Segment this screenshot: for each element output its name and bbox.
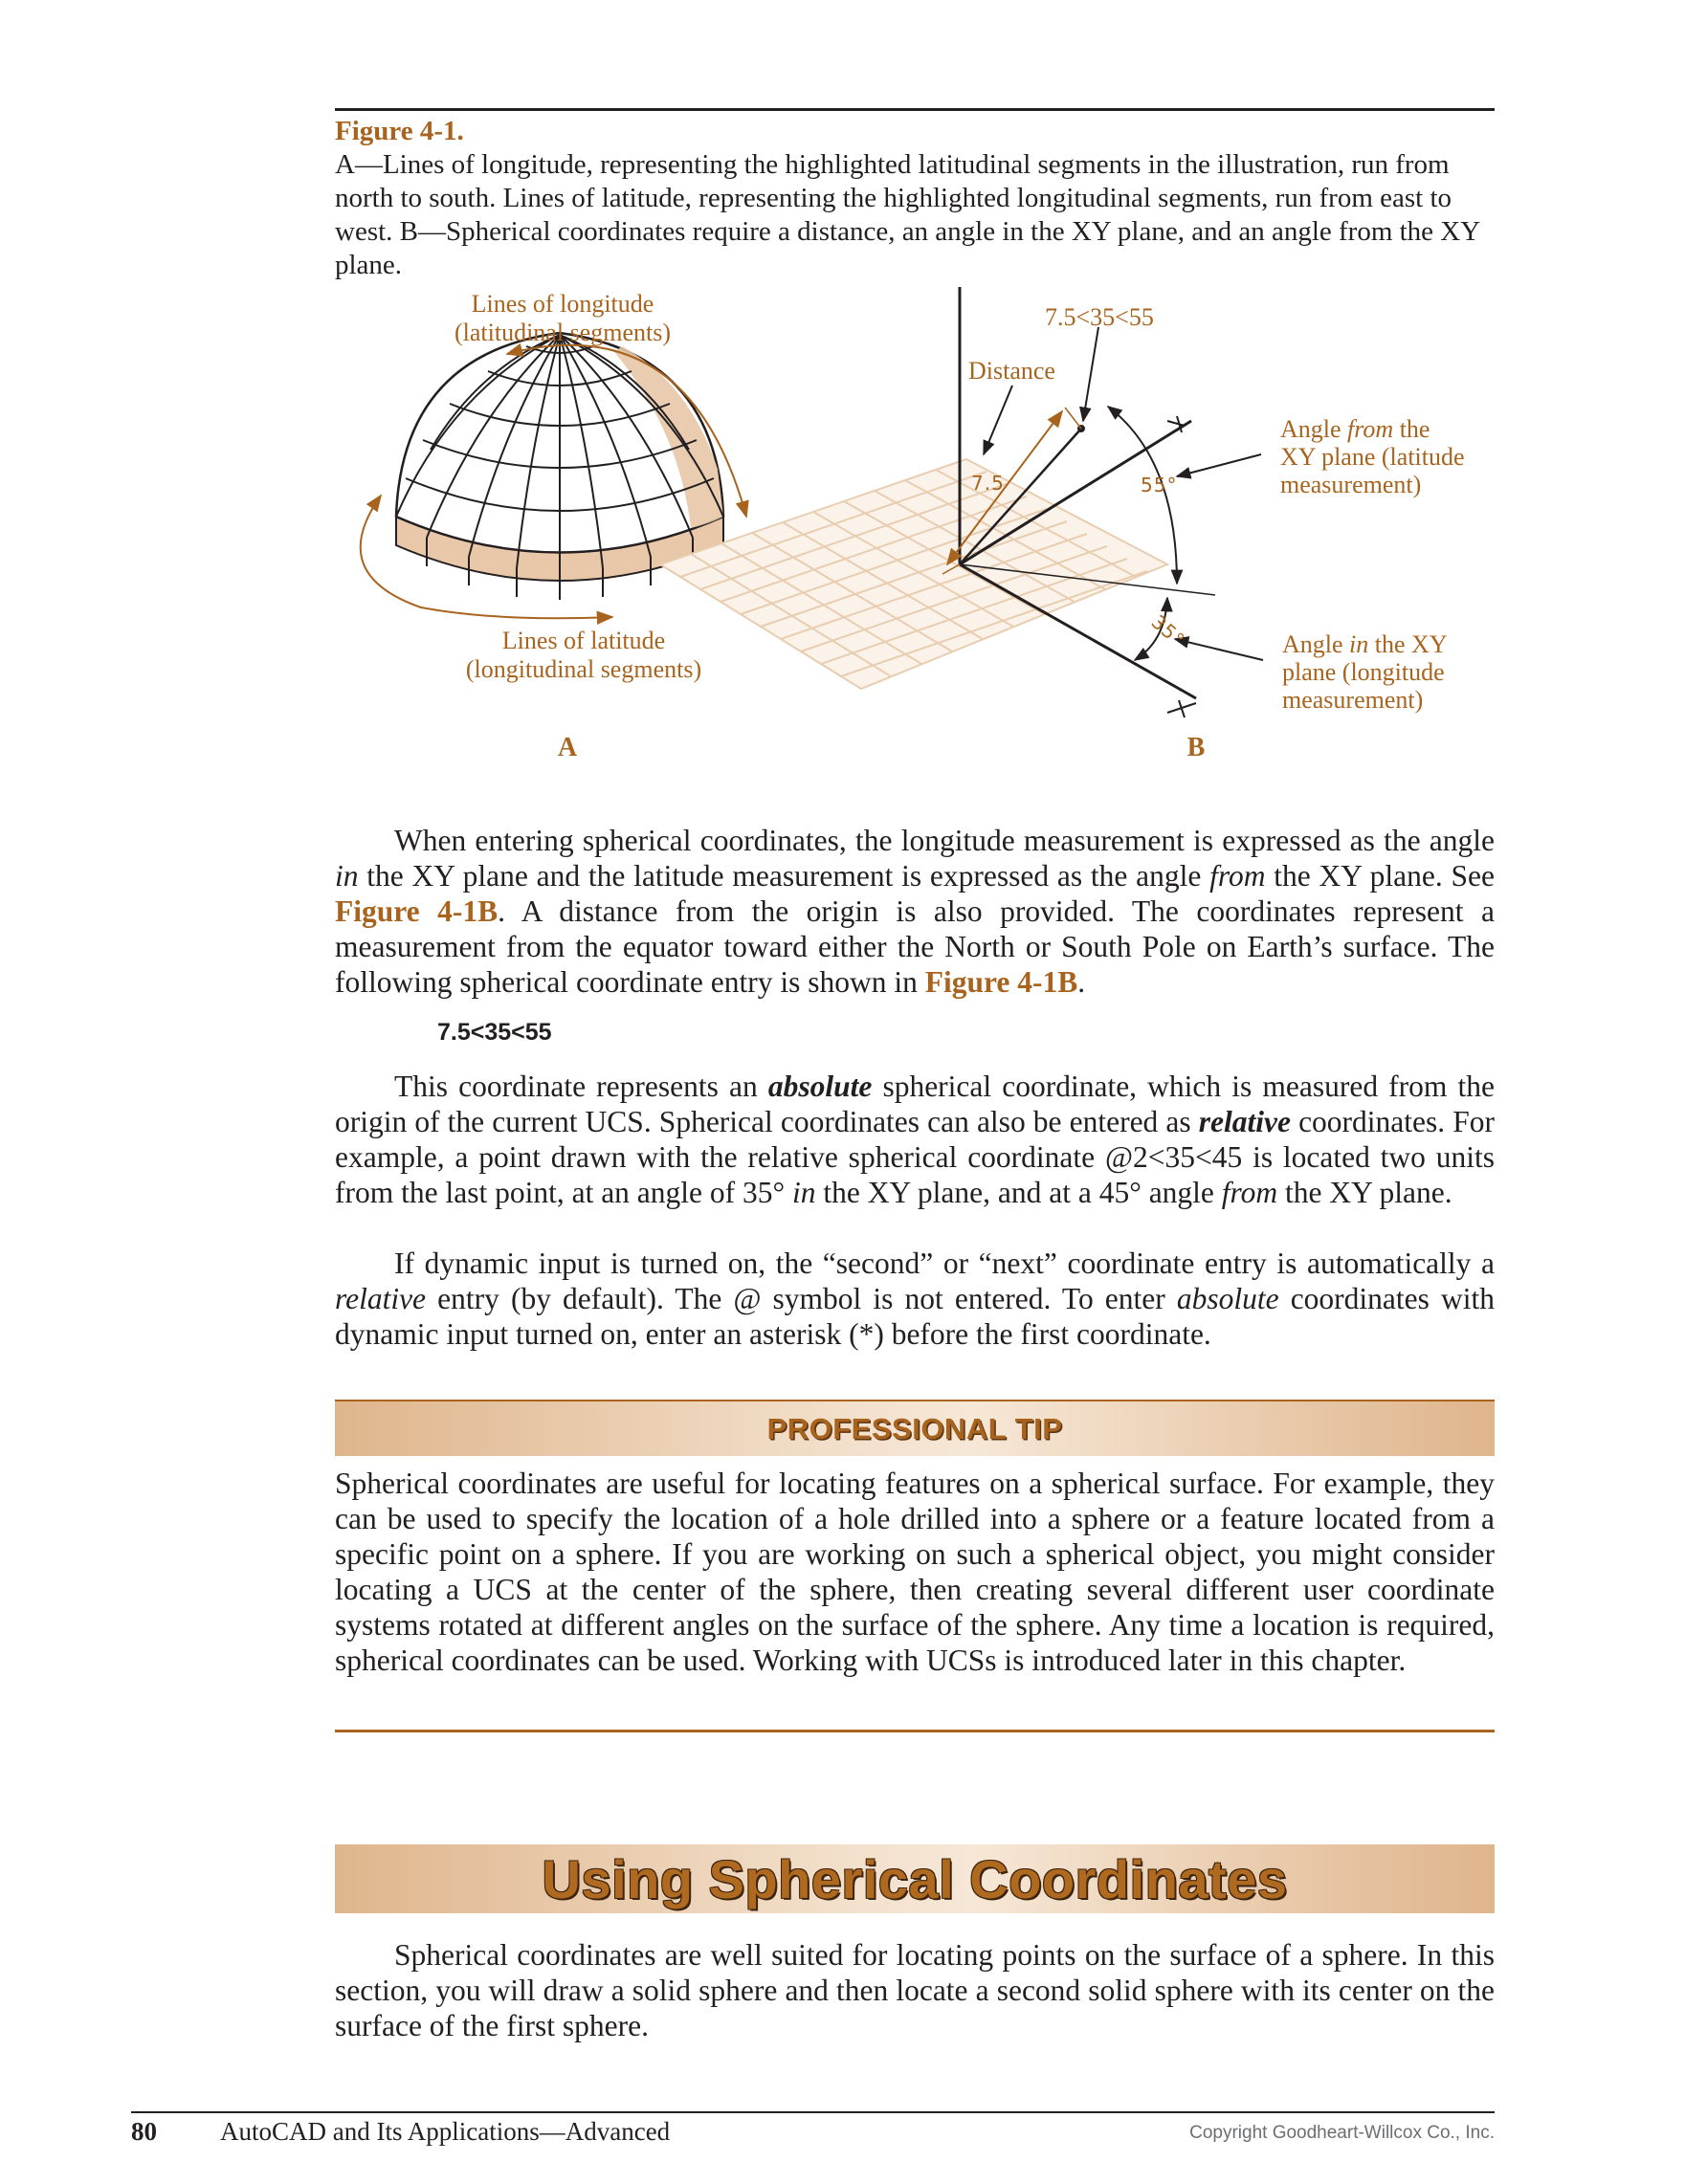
latitude-label-2: (longitudinal segments) xyxy=(465,655,702,683)
figure-label: Figure 4-1. xyxy=(335,116,464,146)
figure-reference[interactable]: Figure 4-1B xyxy=(924,965,1078,999)
footer-rule xyxy=(131,2111,1495,2113)
professional-tip-title: PROFESSIONAL TIP xyxy=(766,1411,1063,1445)
paragraph-1: When entering spherical coordinates, the longitude measurement is expressed as the angle in the XY plane and the latitude measurement is expressed as the angle from the XY plane. See Figure 4-1B. A distance from the origin is also provided. The coordinates represent a measurement from the equator toward either the North or South Pole on Earth’s surface. The following spherical coordinate entry is shown in Figure 4-1B. xyxy=(335,824,1495,999)
longitude-label-2: (latitudinal segments) xyxy=(454,319,672,346)
angle-in-label-1: Angle in the XY xyxy=(1282,630,1448,658)
distance-label: Distance xyxy=(968,357,1055,385)
latitude-label-1: Lines of latitude xyxy=(501,627,666,654)
figure-caption-text: A—Lines of longitude, representing the highlighted latitudinal segments in the illustration, run from north to south. Lines of latitude, representing the highlighted longitudinal segments, run from east to west. B—Spherical coordinates require a distance, an angle in the XY plane, and an angle from the XY plane. xyxy=(335,149,1480,280)
angle-in-label-3: measurement) xyxy=(1282,686,1424,714)
angle-from-label-1: Angle from the xyxy=(1280,415,1430,443)
section-paragraph: Spherical coordinates are well suited for locating points on the surface of a sphere. In this section, you will draw a solid sphere and then locate a second solid sphere with its center on the surface of the first sphere. xyxy=(335,1938,1495,2042)
angle-from-label-3: measurement) xyxy=(1280,471,1422,498)
angle-from-label-2: XY plane (latitude xyxy=(1280,443,1465,471)
panel-b-letter: B xyxy=(1186,733,1206,762)
top-rule xyxy=(335,108,1495,111)
paragraph-2: This coordinate represents an absolute spherical coordinate, which is measured from the origin of the current UCS. Spherical coordinates can also be entered as relative coordinates. For example, a point drawn with the relative spherical coordinate @2<35<45 is located two units from the last point, at an angle of 35° in the XY plane, and at a 45° angle from the XY plane. xyxy=(335,1070,1495,1209)
dim-value-text: 7.5 xyxy=(971,472,1005,495)
spherical-coordinate-diagram xyxy=(660,287,1263,717)
panel-a-letter: A xyxy=(557,733,578,762)
angle-in-label-2: plane (longitude xyxy=(1282,658,1445,686)
figure-caption xyxy=(335,115,1493,282)
professional-tip-header xyxy=(335,1400,1495,1456)
code-line: 7.5<35<55 xyxy=(437,1019,552,1046)
book-title: AutoCAD and Its Applications—Advanced xyxy=(220,2117,671,2146)
section-heading-band xyxy=(335,1844,1495,1913)
copyright-notice: Copyright Goodheart-Willcox Co., Inc. xyxy=(1189,2123,1495,2143)
longitude-label-1: Lines of longitude xyxy=(471,290,654,318)
figure-4-1 xyxy=(335,277,1495,775)
professional-tip-text: Spherical coordinates are useful for locating features on a spherical surface. For example, they can be used to specify the location of a hole drilled into a sphere or a feature located from a specific point on a sphere. If you are working on such a spherical object, you might consider locating a UCS at the center of the sphere, then creating several different user coordinate systems rotated at different angles on the surface of the sphere. Any time a location is required, spherical coordinates can be used. Working with UCSs is introduced later in this chapter. xyxy=(335,1467,1495,1677)
paragraph-3: If dynamic input is turned on, the “second” or “next” coordinate entry is automatically a relative entry (by default). The @ symbol is not entered. To enter absolute coordinates with dynamic input turned on, enter an asterisk (*) before the first coordinate. xyxy=(335,1246,1495,1351)
angle-in-value-text: 35° xyxy=(1146,609,1190,652)
section-title: Using Spherical Coordinates xyxy=(542,1848,1288,1909)
figure-reference[interactable]: Figure 4-1B xyxy=(335,894,499,928)
coord-label: 7.5<35<55 xyxy=(1045,303,1154,331)
page-number: 80 xyxy=(131,2117,157,2146)
angle-from-value-text: 55° xyxy=(1141,474,1178,496)
tip-bottom-rule xyxy=(335,1730,1495,1732)
